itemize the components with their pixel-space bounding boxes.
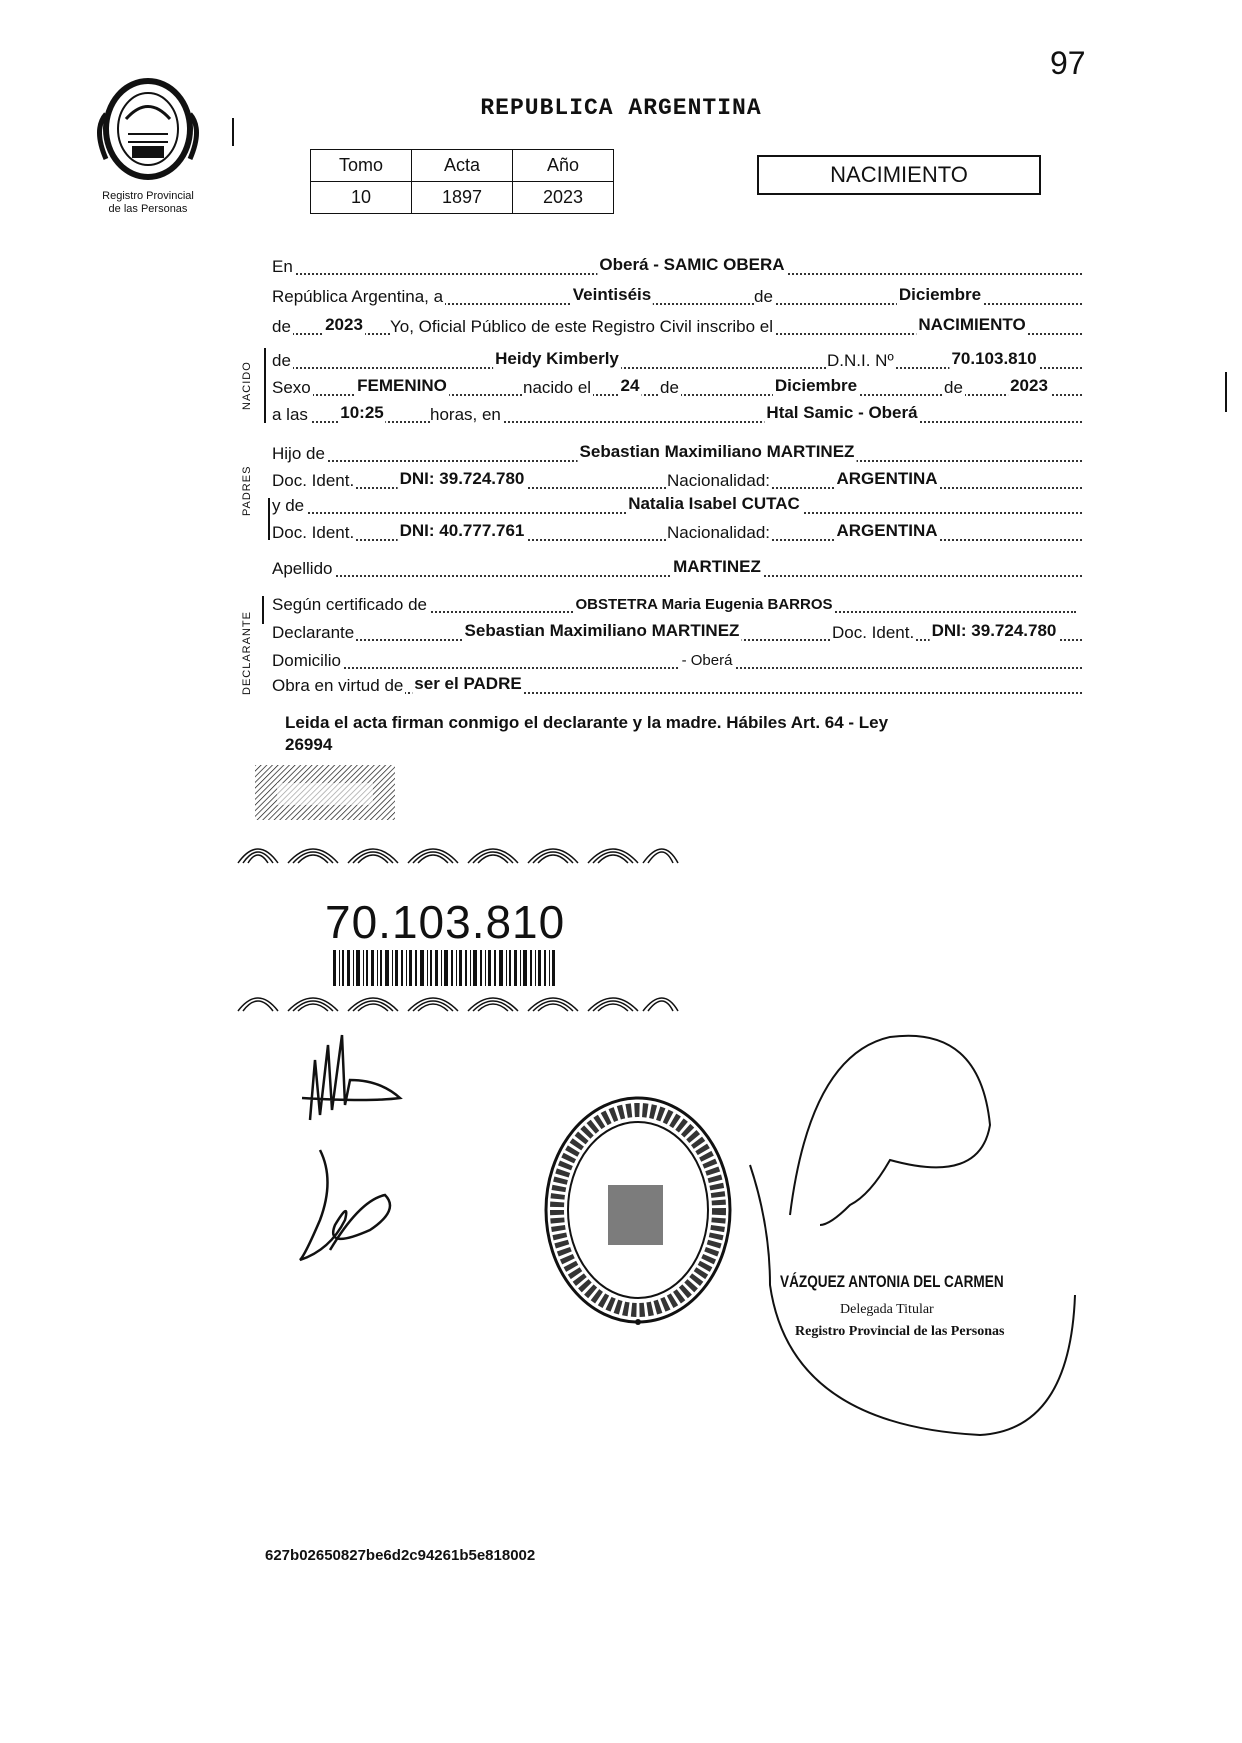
label-declarante: Declarante — [272, 623, 355, 642]
label-segun: Según certificado de — [272, 595, 427, 614]
row-declarante — [272, 619, 1082, 645]
value-madre-nac: ARGENTINA — [836, 521, 938, 540]
value-nac-mes: Diciembre — [774, 376, 858, 395]
label-obra: Obra en virtud de — [272, 676, 404, 695]
official-name: VÁZQUEZ ANTONIA DEL CARMEN — [780, 1272, 1004, 1291]
label-domicilio: Domicilio — [272, 651, 341, 670]
value-certificado: OBSTETRA Maria Eugenia BARROS — [575, 596, 833, 613]
header-acta: Acta — [412, 150, 513, 182]
label-yo: Yo, Oficial Público de este Registro Civil inscribo el — [390, 317, 773, 336]
legal-note: Leida el acta firman conmigo el declarante y la madre. Hábiles Art. 64 - Ley 26994 — [285, 713, 889, 754]
value-anio: 2023 — [513, 182, 614, 214]
value-lugar-nac: Htal Samic - Oberá — [766, 403, 918, 422]
registry-value-row — [311, 182, 614, 214]
row-obra — [272, 672, 1082, 698]
row-domicilio — [272, 647, 1082, 673]
province-coat-of-arms-icon — [88, 74, 208, 184]
value-hora: 10:25 — [340, 403, 384, 422]
label-y-de: y de — [272, 496, 305, 515]
row-inscripcion — [272, 313, 1082, 339]
value-dni: 70.103.810 — [951, 349, 1037, 368]
label-a-las: a las — [272, 405, 308, 424]
value-declarante-doc: DNI: 39.724.780 — [931, 621, 1057, 640]
value-nac-dia: 24 — [620, 376, 640, 395]
label-nacionalidad-2: Nacionalidad: — [667, 523, 771, 542]
value-acta: 1897 — [412, 182, 513, 214]
value-tipo: NACIMIENTO — [918, 315, 1026, 334]
row-apellido — [272, 555, 1082, 581]
label-de-2: de — [272, 317, 291, 336]
official-org: Registro Provincial de las Personas — [795, 1324, 1005, 1339]
registry-header-row — [311, 150, 614, 182]
label-sexo: Sexo — [272, 378, 311, 397]
page-title: REPUBLICA ARGENTINA — [480, 95, 762, 121]
value-padre: Sebastian Maximiliano MARTINEZ — [579, 442, 855, 461]
record-type-box: NACIMIENTO — [757, 155, 1041, 195]
label-republica: República Argentina, a — [272, 287, 444, 306]
row-sexo — [272, 374, 1082, 400]
value-dia: Veintiséis — [572, 285, 652, 304]
value-sexo: FEMENINO — [357, 376, 447, 395]
row-padre-doc — [272, 467, 1082, 493]
value-nombre: Heidy Kimberly — [495, 349, 619, 368]
header-anio: Año — [513, 150, 614, 182]
row-certificado — [272, 591, 1082, 617]
label-apellido: Apellido — [272, 559, 333, 578]
value-nac-anio: 2023 — [1010, 376, 1048, 395]
official-role: Delegada Titular — [840, 1302, 934, 1317]
label-hijo-de: Hijo de — [272, 444, 325, 463]
row-hora — [272, 401, 1082, 427]
label-nacido-el: nacido el — [523, 378, 592, 397]
value-padre-nac: ARGENTINA — [836, 469, 938, 488]
label-nacionalidad-1: Nacionalidad: — [667, 471, 771, 490]
value-obra: ser el PADRE — [414, 674, 522, 693]
label-en: En — [272, 257, 293, 276]
value-anio: 2023 — [325, 315, 363, 334]
security-band-top-icon — [238, 825, 678, 865]
side-label-padres: PADRES — [241, 465, 253, 516]
label-de-1: de — [754, 287, 773, 306]
security-band-bottom-icon — [238, 975, 678, 1013]
registry-table — [310, 149, 614, 214]
row-lugar — [272, 253, 1082, 279]
label-doc-ident-3: Doc. Ident. — [832, 623, 915, 642]
scan-mark — [1225, 372, 1227, 412]
logo-caption: Registro Provincial de las Personas — [102, 190, 194, 215]
mother-signature-icon — [290, 1140, 410, 1270]
row-madre — [272, 492, 1082, 518]
value-domicilio: - Oberá — [681, 652, 733, 669]
label-doc-ident-2: Doc. Ident. — [272, 523, 355, 542]
nacido-bracket — [264, 348, 266, 423]
dni-number-large: 70.103.810 — [325, 896, 566, 948]
label-de-5: de — [944, 378, 963, 397]
margin-mark — [232, 118, 234, 146]
official-seal-icon — [538, 1090, 738, 1330]
declarante-bracket — [262, 596, 264, 624]
value-madre-doc: DNI: 40.777.761 — [399, 521, 525, 540]
label-de-4: de — [660, 378, 679, 397]
value-lugar: Oberá - SAMIC OBERA — [599, 255, 785, 274]
row-madre-doc — [272, 519, 1082, 545]
side-label-nacido: NACIDO — [241, 361, 253, 410]
header-tomo: Tomo — [311, 150, 412, 182]
value-madre: Natalia Isabel CUTAC — [628, 494, 800, 513]
row-fecha — [272, 283, 1082, 309]
side-label-declarante: DECLARANTE — [241, 611, 253, 695]
value-padre-doc: DNI: 39.724.780 — [399, 469, 525, 488]
declarant-signature-icon — [290, 1030, 420, 1130]
label-horas-en: horas, en — [430, 405, 501, 424]
label-de-3: de — [272, 351, 291, 370]
official-signature-icon — [730, 1025, 1090, 1445]
label-dni: D.N.I. Nº — [827, 351, 894, 370]
label-doc-ident-1: Doc. Ident. — [272, 471, 355, 490]
document-hash: 627b02650827be6d2c94261b5e818002 — [265, 1547, 536, 1564]
value-tomo: 10 — [311, 182, 412, 214]
row-nombre — [272, 347, 1082, 373]
padres-bracket — [268, 498, 270, 540]
value-declarante: Sebastian Maximiliano MARTINEZ — [464, 621, 740, 640]
row-padre — [272, 440, 1082, 466]
value-apellido: MARTINEZ — [673, 557, 761, 576]
value-mes: Diciembre — [898, 285, 982, 304]
security-stamp-icon — [255, 765, 395, 820]
page-number: 97 — [1050, 45, 1086, 81]
